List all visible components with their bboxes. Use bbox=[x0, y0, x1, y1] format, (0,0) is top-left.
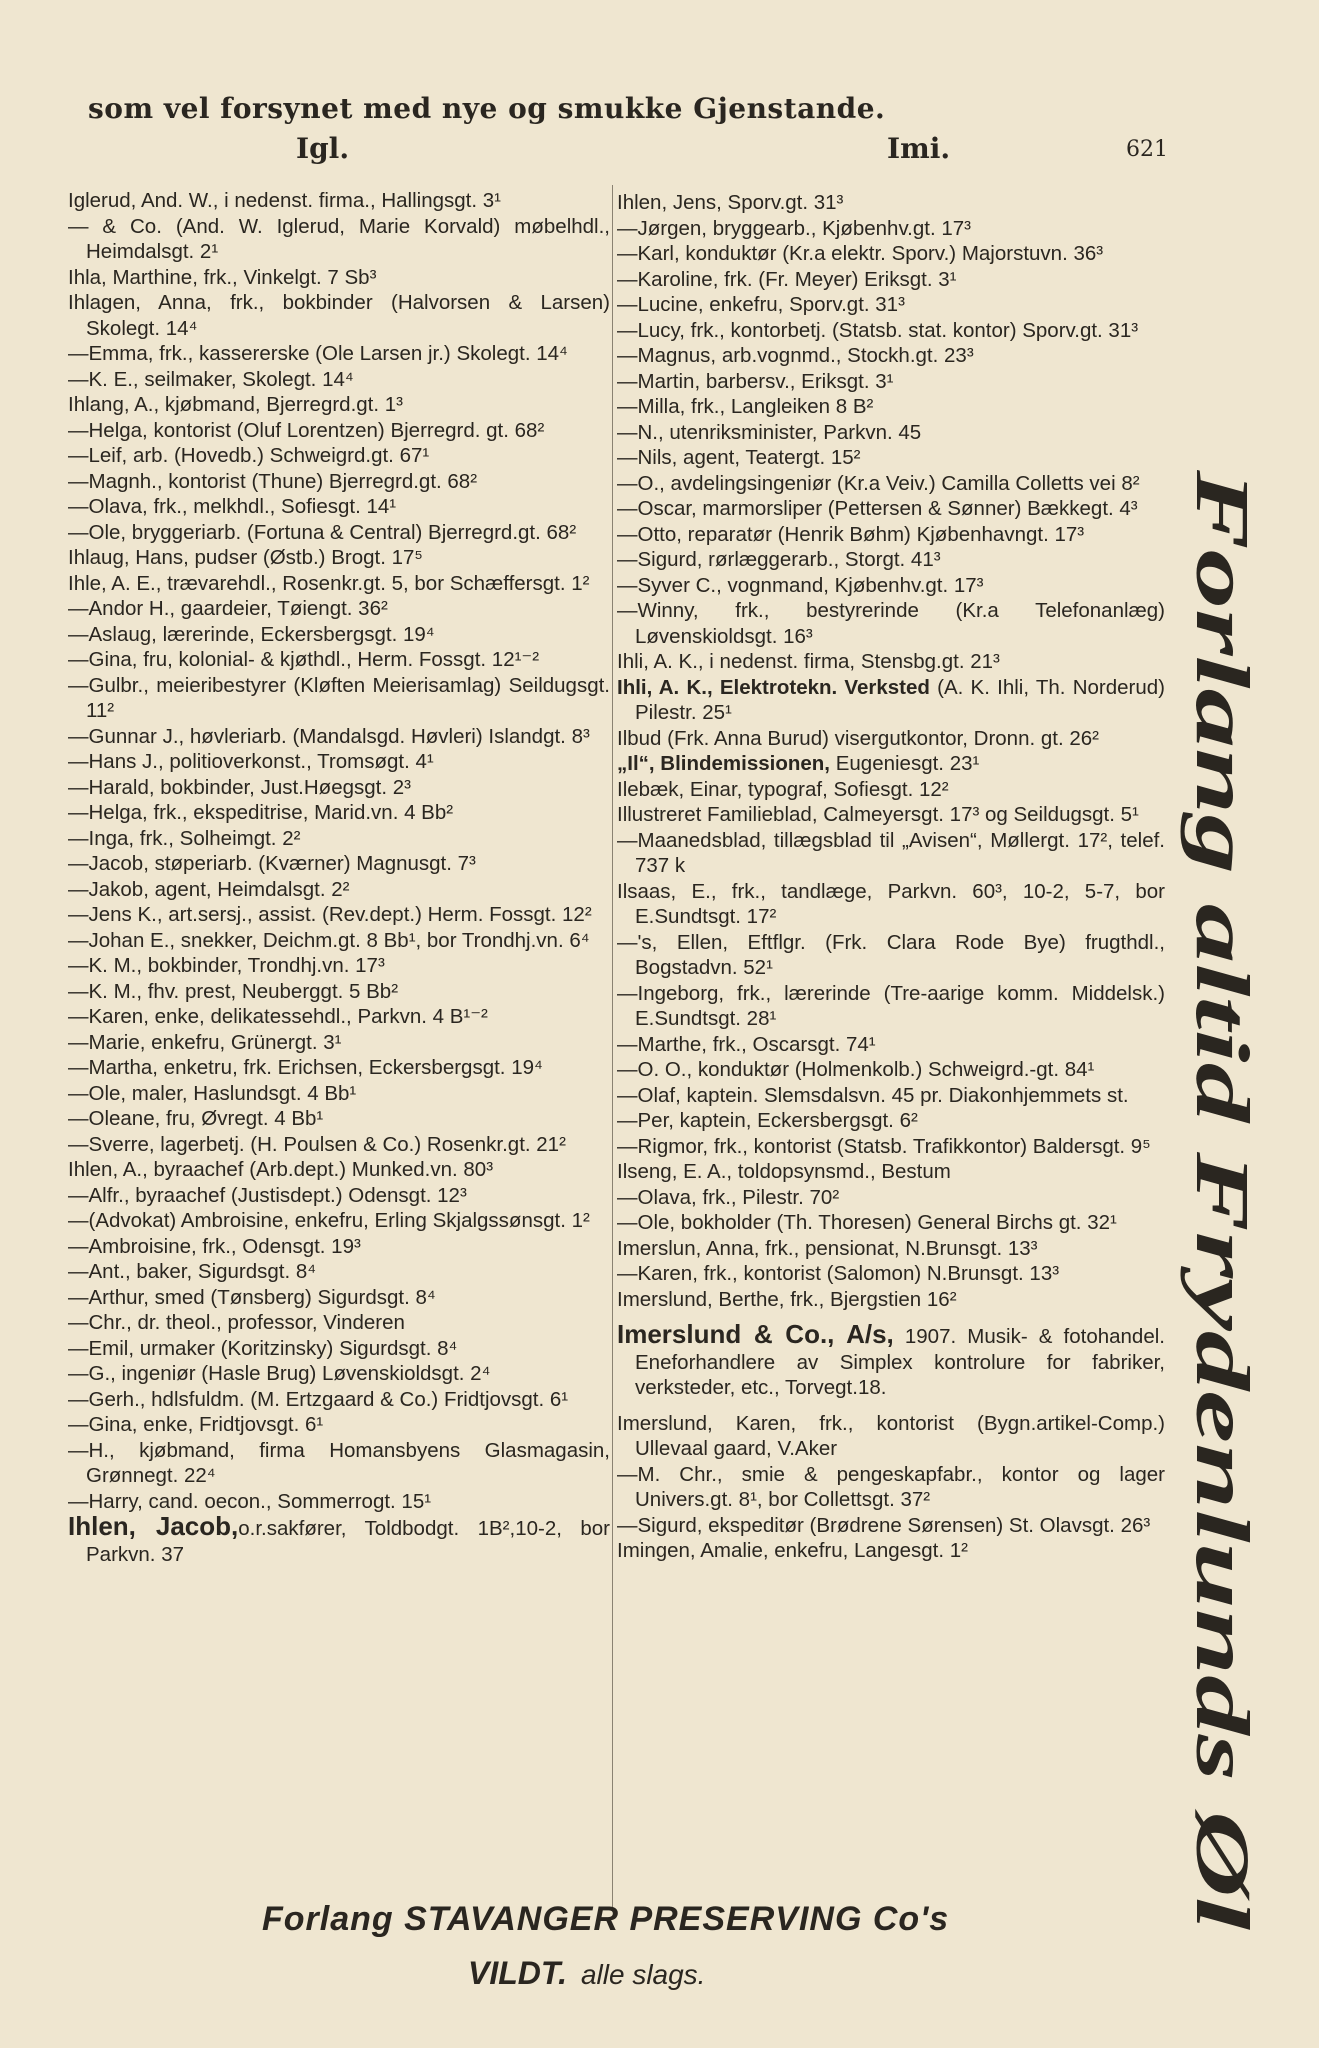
column-divider bbox=[612, 185, 613, 1910]
right-entry-list-c bbox=[617, 777, 1165, 1313]
directory-entry: —Harry, cand. oecon., Sommerrogt. 15¹ bbox=[68, 1489, 432, 1513]
directory-entry: —Olaf, kaptein. Slemsdalsvn. 45 pr. Diakonhjemmets st. bbox=[617, 1083, 1129, 1107]
directory-entry: —Arthur, smed (Tønsberg) Sigurdsgt. 8⁴ bbox=[68, 1285, 436, 1309]
ihli-bold-name: Ihli, A. K., Elektrotekn. Verksted bbox=[617, 675, 930, 699]
directory-entry: —Karl, konduktør (Kr.a elektr. Sporv.) Majorstuvn. 36³ bbox=[617, 242, 1104, 265]
directory-entry: Ihle, A. E., trævarehdl., Rosenkr.gt. 5, bor Schæffersgt. 1² bbox=[68, 571, 590, 595]
directory-entry: —Ingeborg, frk., lærerinde (Tre-aarige komm. Middelsk.) E.Sundtsgt. 28¹ bbox=[617, 981, 1165, 1030]
directory-entry: —Lucine, enkefru, Sporv.gt. 31³ bbox=[617, 293, 905, 316]
directory-entry: —Milla, frk., Langleiken 8 B² bbox=[617, 395, 874, 418]
bottom-ad-alle-slags: alle slags. bbox=[580, 1959, 706, 1990]
directory-entry: Ilebæk, Einar, typograf, Sofiesgt. 12² bbox=[617, 777, 949, 801]
directory-entry: —Helga, frk., ekspeditrise, Marid.vn. 4 Bb² bbox=[68, 801, 454, 824]
directory-entry: Ihlaug, Hans, pudser (Østb.) Brogt. 17⁵ bbox=[68, 546, 423, 569]
directory-entry: —H., kjøbmand, firma Homansbyens Glasmagasin, Grønnegt. 22⁴ bbox=[68, 1438, 610, 1487]
directory-entry: —Gina, fru, kolonial- & kjøthdl., Herm. Fossgt. 12¹⁻² bbox=[68, 648, 540, 671]
directory-entry: —N., utenriksminister, Parkvn. 45 bbox=[617, 420, 922, 444]
bold-entry-text: o.r.sakfører, Toldbodgt. 1B²,10-2, bor Parkvn. 37 bbox=[86, 1517, 610, 1566]
directory-entry: —Chr., dr. theol., professor, Vinderen bbox=[68, 1311, 405, 1334]
directory-entry: —Oleane, fru, Øvregt. 4 Bb¹ bbox=[68, 1107, 324, 1130]
il-bold-text: Eugeniesgt. 23¹ bbox=[835, 752, 980, 775]
header-right: Imi. bbox=[887, 132, 951, 165]
il-bold-entry bbox=[617, 751, 1165, 777]
directory-entry: —Rigmor, frk., kontorist (Statsb. Trafikkontor) Baldersgt. 9⁵ bbox=[617, 1134, 1151, 1158]
directory-entry: —K. M., bokbinder, Trondhj.vn. 17³ bbox=[68, 954, 385, 977]
directory-entry: —Ole, maler, Haslundsgt. 4 Bb¹ bbox=[68, 1081, 357, 1105]
directory-entry: —Karen, frk., kontorist (Salomon) N.Brunsgt. 13³ bbox=[617, 1262, 1060, 1285]
directory-entry: —Otto, reparatør (Henrik Bøhm) Kjøbenhavngt. 17³ bbox=[617, 522, 1085, 546]
directory-entry: Illustreret Familieblad, Calmeyersgt. 17³ og Seildugsgt. 5¹ bbox=[617, 803, 1139, 826]
directory-entry: —M. Chr., smie & pengeskapfabr., kontor og lager Univers.gt. 8¹, bor Collettsgt. 37² bbox=[617, 1462, 1165, 1511]
directory-entry: — & Co. (And. W. Iglerud, Marie Korvald) møbelhdl., Heimdalsgt. 2¹ bbox=[68, 214, 610, 263]
directory-entry: —Per, kaptein, Eckersbergsgt. 6² bbox=[617, 1109, 918, 1132]
directory-entry: —Olava, frk., Pilestr. 70² bbox=[617, 1185, 840, 1209]
directory-entry: —Leif, arb. (Hovedb.) Schweigrd.gt. 67¹ bbox=[68, 444, 430, 467]
directory-entry: —'s, Ellen, Eftflgr. (Frk. Clara Rode Bye) frugthdl., Bogstadvn. 52¹ bbox=[617, 930, 1165, 979]
directory-entry: —Andor H., gaardeier, Tøiengt. 36² bbox=[68, 597, 388, 620]
directory-entry: Ilsaas, E., frk., tandlæge, Parkvn. 60³, 10-2, 5-7, bor E.Sundtsgt. 17² bbox=[617, 879, 1165, 928]
directory-entry: —Aslaug, lærerinde, Eckersbergsgt. 19⁴ bbox=[68, 622, 435, 646]
right-entry-list-d bbox=[617, 1411, 1165, 1564]
directory-entry: Imerslund, Karen, frk., kontorist (Bygn.artikel-Comp.) Ullevaal gaard, V.Aker bbox=[617, 1411, 1165, 1460]
directory-entry: —Jacob, støperiarb. (Kværner) Magnusgt. 7³ bbox=[68, 852, 476, 875]
directory-entry: —Winny, frk., bestyrerinde (Kr.a Telefonanlæg) Løvenskioldsgt. 16³ bbox=[617, 599, 1165, 648]
right-entry-list-a bbox=[617, 190, 1165, 675]
directory-entry: —Sigurd, ekspeditør (Brødrene Sørensen) St. Olavsgt. 26³ bbox=[617, 1513, 1151, 1537]
directory-entry: —Harald, bokbinder, Just.Høegsgt. 2³ bbox=[68, 775, 411, 799]
directory-entry: —Jørgen, bryggearb., Kjøbenhv.gt. 17³ bbox=[617, 216, 971, 240]
directory-entry: Ihlen, A., byraachef (Arb.dept.) Munked.vn. 80³ bbox=[68, 1158, 494, 1181]
directory-entry: —Karoline, frk. (Fr. Meyer) Eriksgt. 3¹ bbox=[617, 267, 957, 291]
directory-entry: Imerslund, Berthe, frk., Bjergstien 16² bbox=[617, 1287, 957, 1311]
bottom-ad-vildt: VILDT. bbox=[468, 1955, 567, 1991]
directory-entry: —Ole, bokholder (Th. Thoresen) General Birchs gt. 32¹ bbox=[617, 1211, 1117, 1234]
bold-entry-name: Ihlen, Jacob, bbox=[68, 1511, 239, 1541]
directory-entry: —Lucy, frk., kontorbetj. (Statsb. stat. kontor) Sporv.gt. 31³ bbox=[617, 318, 1139, 342]
directory-entry: —Syver C., vognmand, Kjøbenhv.gt. 17³ bbox=[617, 573, 984, 597]
directory-entry: —Magnus, arb.vognmd., Stockh.gt. 23³ bbox=[617, 344, 974, 367]
left-entry-list bbox=[68, 188, 610, 1514]
directory-entry: —Sigurd, rørlæggerarb., Storgt. 41³ bbox=[617, 548, 941, 571]
directory-entry: —K. M., fhv. prest, Neuberggt. 5 Bb² bbox=[68, 979, 399, 1003]
directory-entry: —Ant., baker, Sigurdsgt. 8⁴ bbox=[68, 1260, 317, 1283]
directory-entry: —Helga, kontorist (Oluf Lorentzen) Bjerregrd. gt. 68² bbox=[68, 418, 545, 442]
directory-entry: Ihli, A. K., i nedenst. firma, Stensbg.gt. 21³ bbox=[617, 650, 1000, 673]
directory-entry: —Marthe, frk., Oscarsgt. 74¹ bbox=[617, 1032, 876, 1056]
directory-entry: Ihlen, Jens, Sporv.gt. 31³ bbox=[617, 191, 844, 214]
directory-entry: Imingen, Amalie, enkefru, Langesgt. 1² bbox=[617, 1539, 968, 1562]
vertical-ad-text: Forlang altid Frydenlunds Øl bbox=[1180, 470, 1264, 1402]
directory-entry: —Marie, enkefru, Grünergt. 3¹ bbox=[68, 1030, 342, 1054]
directory-entry: —Maanedsblad, tillægsblad til „Avisen“, Møllergt. 17², telef. 737 k bbox=[617, 828, 1165, 877]
directory-entry: Ilseng, E. A., toldopsynsmd., Bestum bbox=[617, 1160, 951, 1183]
directory-entry: Iglerud, And. W., i nedenst. firma., Hallingsgt. 3¹ bbox=[68, 189, 501, 212]
directory-entry: —G., ingeniør (Hasle Brug) Løvenskioldsgt. 2⁴ bbox=[68, 1362, 491, 1385]
header-left: Igl. bbox=[296, 132, 350, 165]
top-advertisement: som vel forsynet med nye og smukke Gjenstande. bbox=[88, 92, 886, 125]
directory-entry: —Gina, enke, Fridtjovsgt. 6¹ bbox=[68, 1413, 324, 1436]
directory-entry: —Ole, bryggeriarb. (Fortuna & Central) Bjerregrd.gt. 68² bbox=[68, 520, 577, 544]
directory-entry: Imerslun, Anna, frk., pensionat, N.Brunsgt. 13³ bbox=[617, 1236, 1038, 1260]
directory-entry: —Gerh., hdlsfuldm. (M. Ertzgaard & Co.) Fridtjovsgt. 6¹ bbox=[68, 1387, 569, 1411]
directory-entry: —Magnh., kontorist (Thune) Bjerregrd.gt. 68² bbox=[68, 469, 478, 493]
imerslund-bold-text: 1907. Musik- & fotohandel. Eneforhandlere av Simplex kontrolure for fabriker, verksteder, etc., Torvegt.18. bbox=[635, 1325, 1165, 1399]
directory-entry: —Oscar, marmorsliper (Pettersen & Sønner) Bækkegt. 4³ bbox=[617, 497, 1138, 520]
left-bold-entry bbox=[68, 1511, 610, 1567]
directory-entry: —Hans J., politioverkonst., Tromsøgt. 4¹ bbox=[68, 750, 434, 773]
directory-entry: —Sverre, lagerbetj. (H. Poulsen & Co.) Rosenkr.gt. 21² bbox=[68, 1132, 566, 1156]
vertical-advertisement bbox=[1175, 470, 1285, 1940]
directory-entry: —Gunnar J., høvleriarb. (Mandalsgd. Høvleri) Islandgt. 8³ bbox=[68, 724, 590, 748]
directory-entry: Ihlang, A., kjøbmand, Bjerregrd.gt. 1³ bbox=[68, 393, 403, 416]
directory-entry: —Emma, frk., kassererske (Ole Larsen jr.) Skolegt. 14⁴ bbox=[68, 342, 568, 365]
directory-entry: —Karen, enke, delikatessehdl., Parkvn. 4 B¹⁻² bbox=[68, 1005, 488, 1028]
directory-entry: —Inga, frk., Solheimgt. 2² bbox=[68, 826, 301, 850]
directory-entry: —Martin, barbersv., Eriksgt. 3¹ bbox=[617, 369, 894, 393]
directory-entry: —Jakob, agent, Heimdalsgt. 2² bbox=[68, 877, 350, 901]
directory-entry: —K. E., seilmaker, Skolegt. 14⁴ bbox=[68, 367, 354, 391]
page-number: 621 bbox=[1126, 137, 1168, 162]
directory-entry: —Gulbr., meieribestyrer (Kløften Meierisamlag) Seildugsgt. 11² bbox=[68, 673, 610, 722]
directory-entry: —O. O., konduktør (Holmenkolb.) Schweigrd.-gt. 84¹ bbox=[617, 1058, 1095, 1081]
directory-entry: Ilbud (Frk. Anna Burud) visergutkontor, Dronn. gt. 26² bbox=[617, 726, 1099, 750]
imerslund-bold-entry bbox=[617, 1319, 1165, 1401]
directory-entry: —Martha, enketru, frk. Erichsen, Eckersbergsgt. 19⁴ bbox=[68, 1056, 543, 1079]
directory-entry: —Alfr., byraachef (Justisdept.) Odensgt. 12³ bbox=[68, 1183, 467, 1207]
right-column bbox=[617, 190, 1165, 1564]
directory-entry: —Nils, agent, Teatergt. 15² bbox=[617, 446, 861, 469]
directory-entry: —(Advokat) Ambroisine, enkefru, Erling Skjalgssønsgt. 1² bbox=[68, 1209, 590, 1232]
left-column bbox=[68, 188, 610, 1567]
ihli-bold-entry bbox=[617, 675, 1165, 726]
directory-entry: —Olava, frk., melkhdl., Sofiesgt. 14¹ bbox=[68, 495, 397, 518]
directory-entry: —O., avdelingsingeniør (Kr.a Veiv.) Camilla Colletts vei 8² bbox=[617, 471, 1140, 495]
directory-entry: Ihla, Marthine, frk., Vinkelgt. 7 Sb³ bbox=[68, 265, 377, 289]
il-bold-name: „Il“, Blindemissionen, bbox=[617, 752, 831, 775]
bottom-advertisement-line2 bbox=[468, 1955, 705, 1992]
directory-entry: —Ambroisine, frk., Odensgt. 19³ bbox=[68, 1234, 361, 1258]
right-entry-list-b bbox=[617, 726, 1165, 752]
directory-entry: —Emil, urmaker (Koritzinsky) Sigurdsgt. 8⁴ bbox=[68, 1336, 458, 1360]
bottom-advertisement-line1: Forlang STAVANGER PRESERVING Co's bbox=[262, 1900, 950, 1938]
directory-entry: —Jens K., art.sersj., assist. (Rev.dept.) Herm. Fossgt. 12² bbox=[68, 903, 592, 926]
directory-entry: —Johan E., snekker, Deichm.gt. 8 Bb¹, bor Trondhj.vn. 6⁴ bbox=[68, 928, 590, 952]
directory-entry: Ihlagen, Anna, frk., bokbinder (Halvorsen & Larsen) Skolegt. 14⁴ bbox=[68, 291, 610, 340]
imerslund-bold-name: Imerslund & Co., A/s, bbox=[617, 1319, 894, 1349]
ihli-bold-text: (A. K. Ihli, Th. Norderud) Pilestr. 25¹ bbox=[635, 675, 1165, 724]
